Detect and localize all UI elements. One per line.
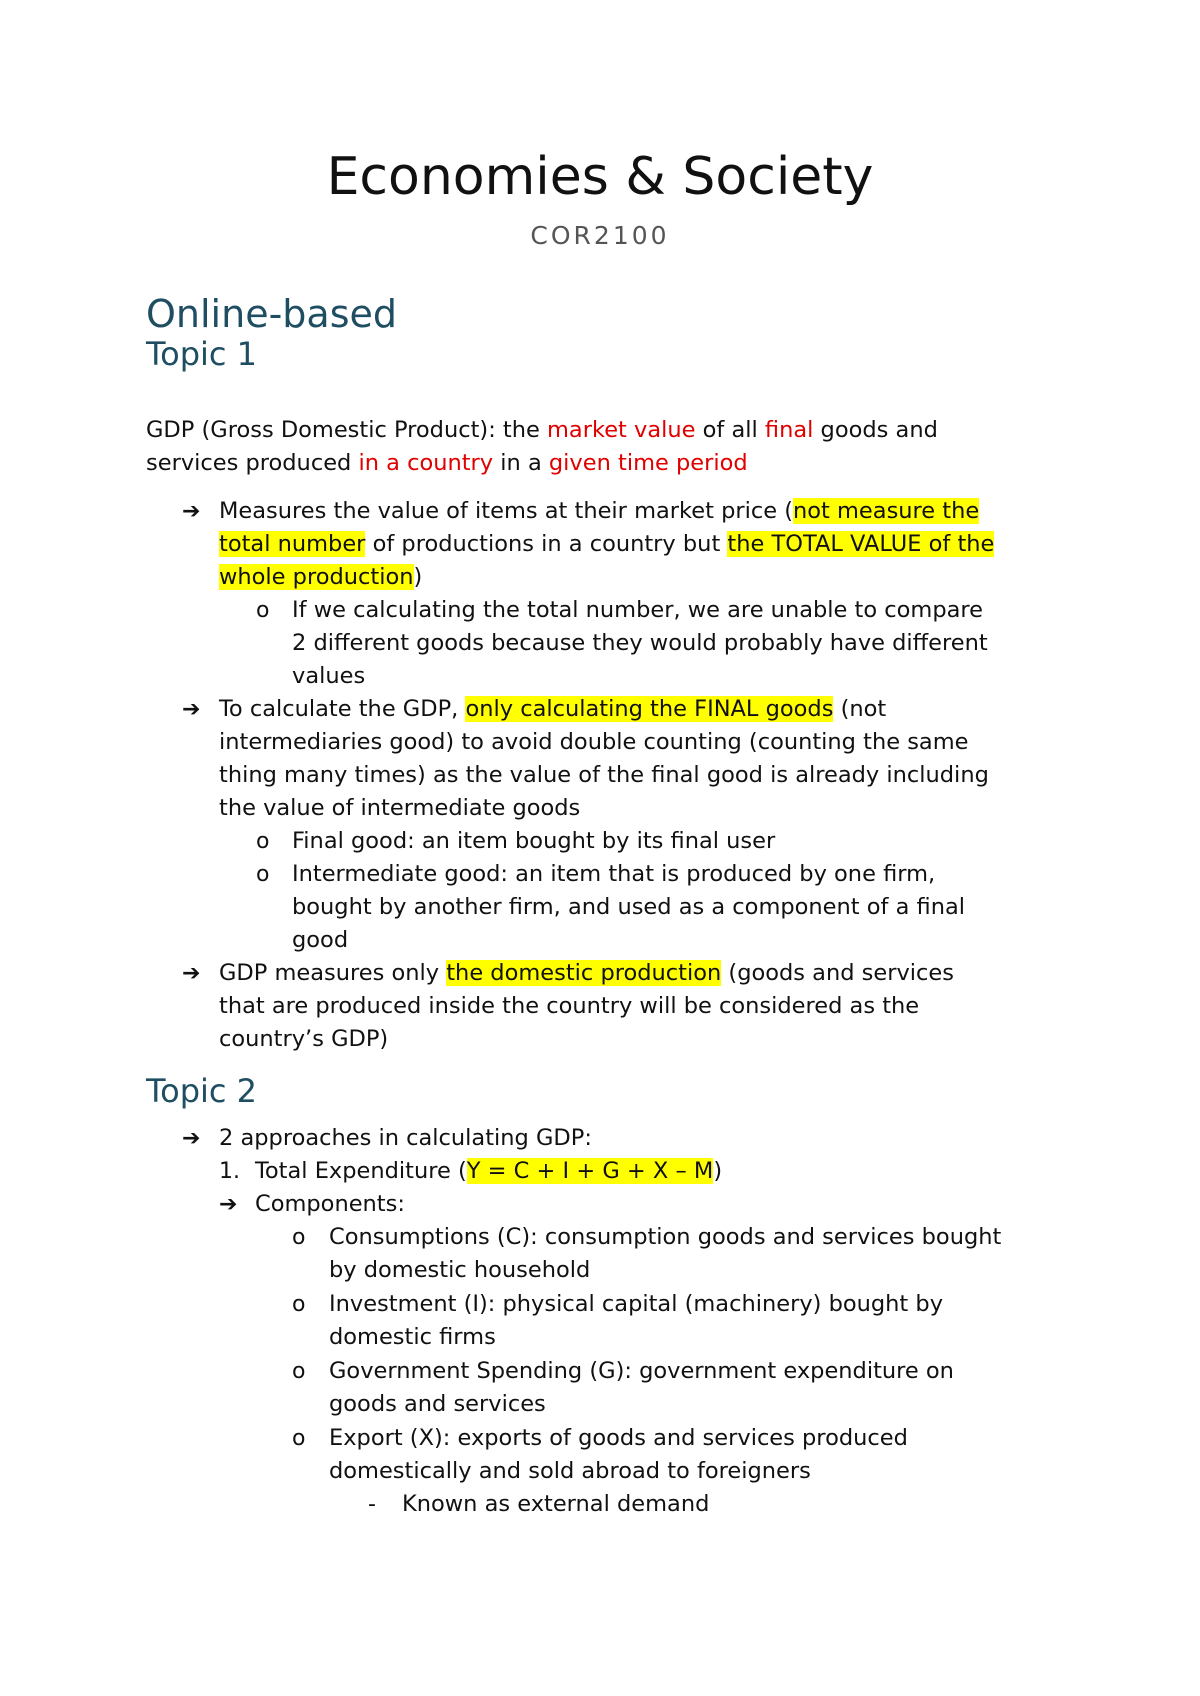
sub-bullet-final-good: Final good: an item bought by its final user xyxy=(292,828,776,854)
sub-bullet-intermediate-good: Intermediate good: an item that is produced by one firm, bought by another firm, and used as a component of a final good xyxy=(292,861,966,953)
topic-1-heading: Topic 1 xyxy=(146,335,258,373)
bullet-two-approaches: 2 approaches in calculating GDP: xyxy=(219,1125,592,1151)
total-expenditure-item: Total Expenditure (Y = C + I + G + X – M) xyxy=(255,1158,723,1184)
component-export: Export (X): exports of goods and services produced domestically and sold abroad to foreigners xyxy=(329,1425,908,1484)
sub-bullet-total-number: If we calculating the total number, we are unable to compare 2 different goods because they would probably have different values xyxy=(292,597,988,689)
circle-bullet-icon: o xyxy=(292,1225,306,1250)
arrow-bullet-icon: ➔ xyxy=(219,1192,238,1217)
gdp-definition: GDP (Gross Domestic Product): the market value of all final goods and services produced in a country in a given time period xyxy=(146,417,938,476)
component-investment: Investment (I): physical capital (machinery) bought by domestic firms xyxy=(329,1291,944,1350)
bullet-market-price: Measures the value of items at their market price (not measure the total number of productions in a country but the TOTAL VALUE of the whole production) xyxy=(219,498,995,590)
arrow-bullet-icon: ➔ xyxy=(182,499,201,524)
component-government-spending: Government Spending (G): government expenditure on goods and services xyxy=(329,1358,954,1417)
circle-bullet-icon: o xyxy=(292,1292,306,1317)
topic-2-heading: Topic 2 xyxy=(146,1072,258,1110)
components-label: Components: xyxy=(255,1191,405,1217)
arrow-bullet-icon: ➔ xyxy=(182,697,201,722)
circle-bullet-icon: o xyxy=(256,829,270,854)
circle-bullet-icon: o xyxy=(292,1426,306,1451)
numbered-marker: 1. xyxy=(219,1159,240,1184)
circle-bullet-icon: o xyxy=(292,1359,306,1384)
circle-bullet-icon: o xyxy=(256,862,270,887)
arrow-bullet-icon: ➔ xyxy=(182,1126,201,1151)
circle-bullet-icon: o xyxy=(256,598,270,623)
section-heading: Online-based xyxy=(146,292,397,336)
dash-bullet-icon: - xyxy=(368,1492,376,1517)
arrow-bullet-icon: ➔ xyxy=(182,961,201,986)
component-consumption: Consumptions (C): consumption goods and services bought by domestic household xyxy=(329,1224,1002,1283)
bullet-final-goods: To calculate the GDP, only calculating the FINAL goods (not intermediaries good) to avoid double counting (counting the same thing many times) as the value of the final good is already including the value of intermediate goods xyxy=(219,696,989,821)
course-code: COR2100 xyxy=(530,221,670,250)
document-title: Economies & Society xyxy=(326,147,874,207)
bullet-domestic-production: GDP measures only the domestic production (goods and services that are produced inside the country will be considered as the country’s GDP) xyxy=(219,960,954,1052)
sub-bullet-external-demand: Known as external demand xyxy=(402,1491,710,1517)
